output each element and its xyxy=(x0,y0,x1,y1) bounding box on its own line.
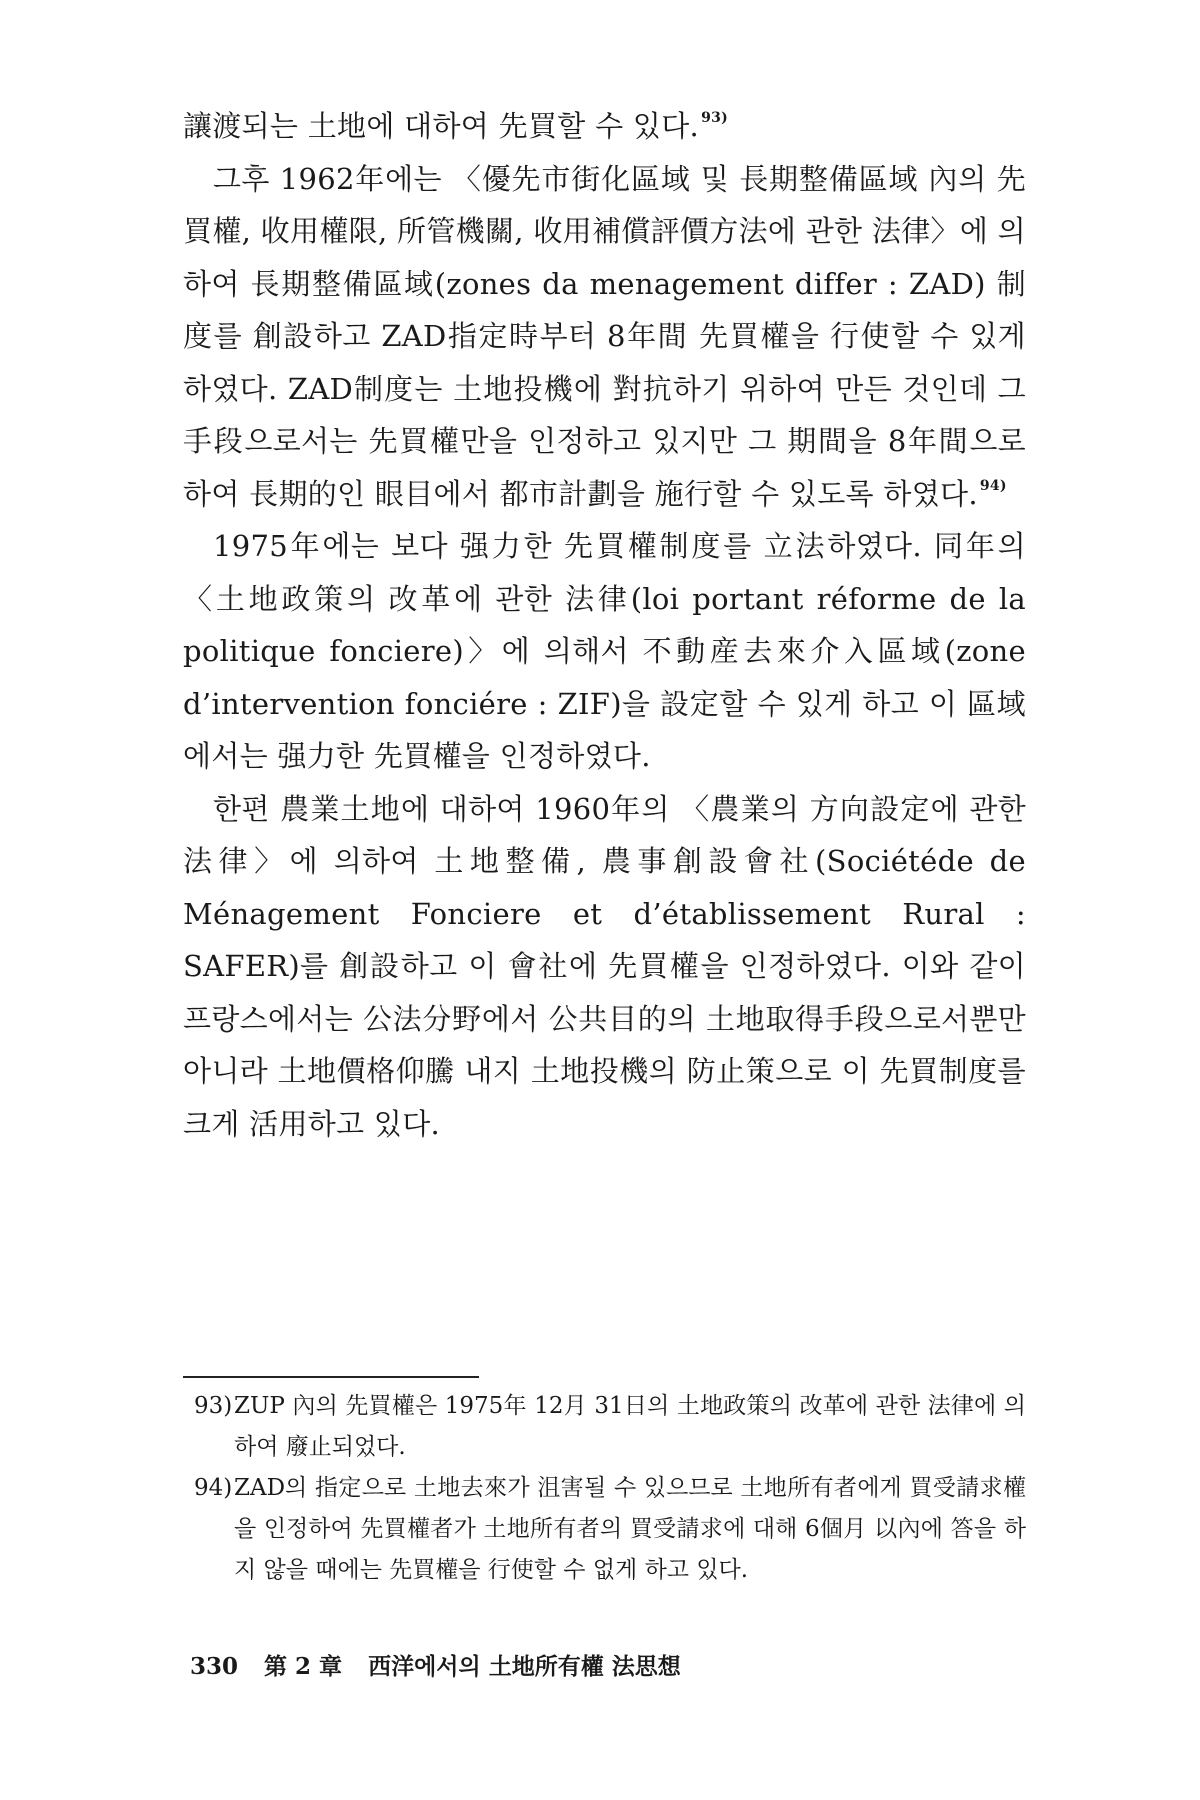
paragraph-text: 한편 農業土地에 대하여 1960年의 〈農業의 方向設定에 관한 法律〉에 의하여 土地整備, 農事創設會社(Sociétéde de Ménagement Fonciere et d’établissement Rural : SAFER)를 創設하고 이 會社에 先買權을 인정하였다. 이와 같이 프랑스에서는 公法分野에서 公共目的의 土地取得手段으로서뿐만 아니라 土地價格仰騰 내지 土地投機의 防止策으로 이 先買制度를 크게 活用하고 있다. xyxy=(183,791,1026,1141)
paragraph-text: 讓渡되는 土地에 대하여 先買할 수 있다. xyxy=(183,109,700,143)
footnote-number: 94) xyxy=(194,1475,233,1501)
footnote-text: ZAD의 指定으로 土地去來가 沮害될 수 있으므로 土地所有者에게 買受請求權을 인정하여 先買權者가 土地所有者의 買受請求에 대해 6個月 以內에 答을 하지 않을 때에는 先買權을 行使할 수 없게 하고 있다. xyxy=(234,1475,1026,1583)
page-number: 330 xyxy=(190,1653,239,1680)
chapter-label: 第 2 章 xyxy=(264,1653,343,1680)
running-footer xyxy=(190,1648,699,1681)
chapter-title: 西洋에서의 土地所有權 法思想 xyxy=(368,1653,681,1680)
paragraph-text: 1975年에는 보다 强力한 先買權制度를 立法하였다. 同年의 〈土地政策의 改革에 관한 法律(loi portant réforme de la politique fonciere)〉에 의해서 不動産去來介入區域(zone d’intervention fonciére : ZIF)을 設定할 수 있게 하고 이 區域에서는 强力한 先買權을 인정하였다. xyxy=(183,529,1026,773)
paragraph-text: 그후 1962年에는 〈優先市街化區域 및 長期整備區域 內의 先買權, 收用權限, 所管機關, 收用補償評價方法에 관한 法律〉에 의하여 長期整備區域(zones da menagement differ : ZAD) 制度를 創設하고 ZAD指定時부터 8年間 先買權을 行使할 수 있게 하였다. ZAD制度는 土地投機에 對抗하기 위하여 만든 것인데 그 手段으로서는 先買權만을 인정하고 있지만 그 期間을 8年間으로 하여 長期的인 眼目에서 都市計劃을 施行할 수 있도록 하였다. xyxy=(183,161,1026,511)
footnote-item xyxy=(194,1386,1026,1468)
footnote-divider xyxy=(183,1376,479,1378)
footnote-marker[interactable]: 94) xyxy=(979,477,1007,494)
footnote-marker[interactable]: 93) xyxy=(701,110,729,126)
footnote-text: ZUP 內의 先買權은 1975年 12月 31日의 土地政策의 改革에 관한 法律에 의하여 廢止되었다. xyxy=(234,1393,1026,1460)
paragraph xyxy=(183,153,1026,521)
paragraph xyxy=(183,100,1026,153)
main-text xyxy=(183,100,1026,1150)
footnote-number: 93) xyxy=(194,1393,233,1419)
paragraph xyxy=(183,520,1026,783)
footnotes xyxy=(194,1386,1026,1591)
paragraph xyxy=(183,783,1026,1151)
footnote-item xyxy=(194,1468,1026,1591)
